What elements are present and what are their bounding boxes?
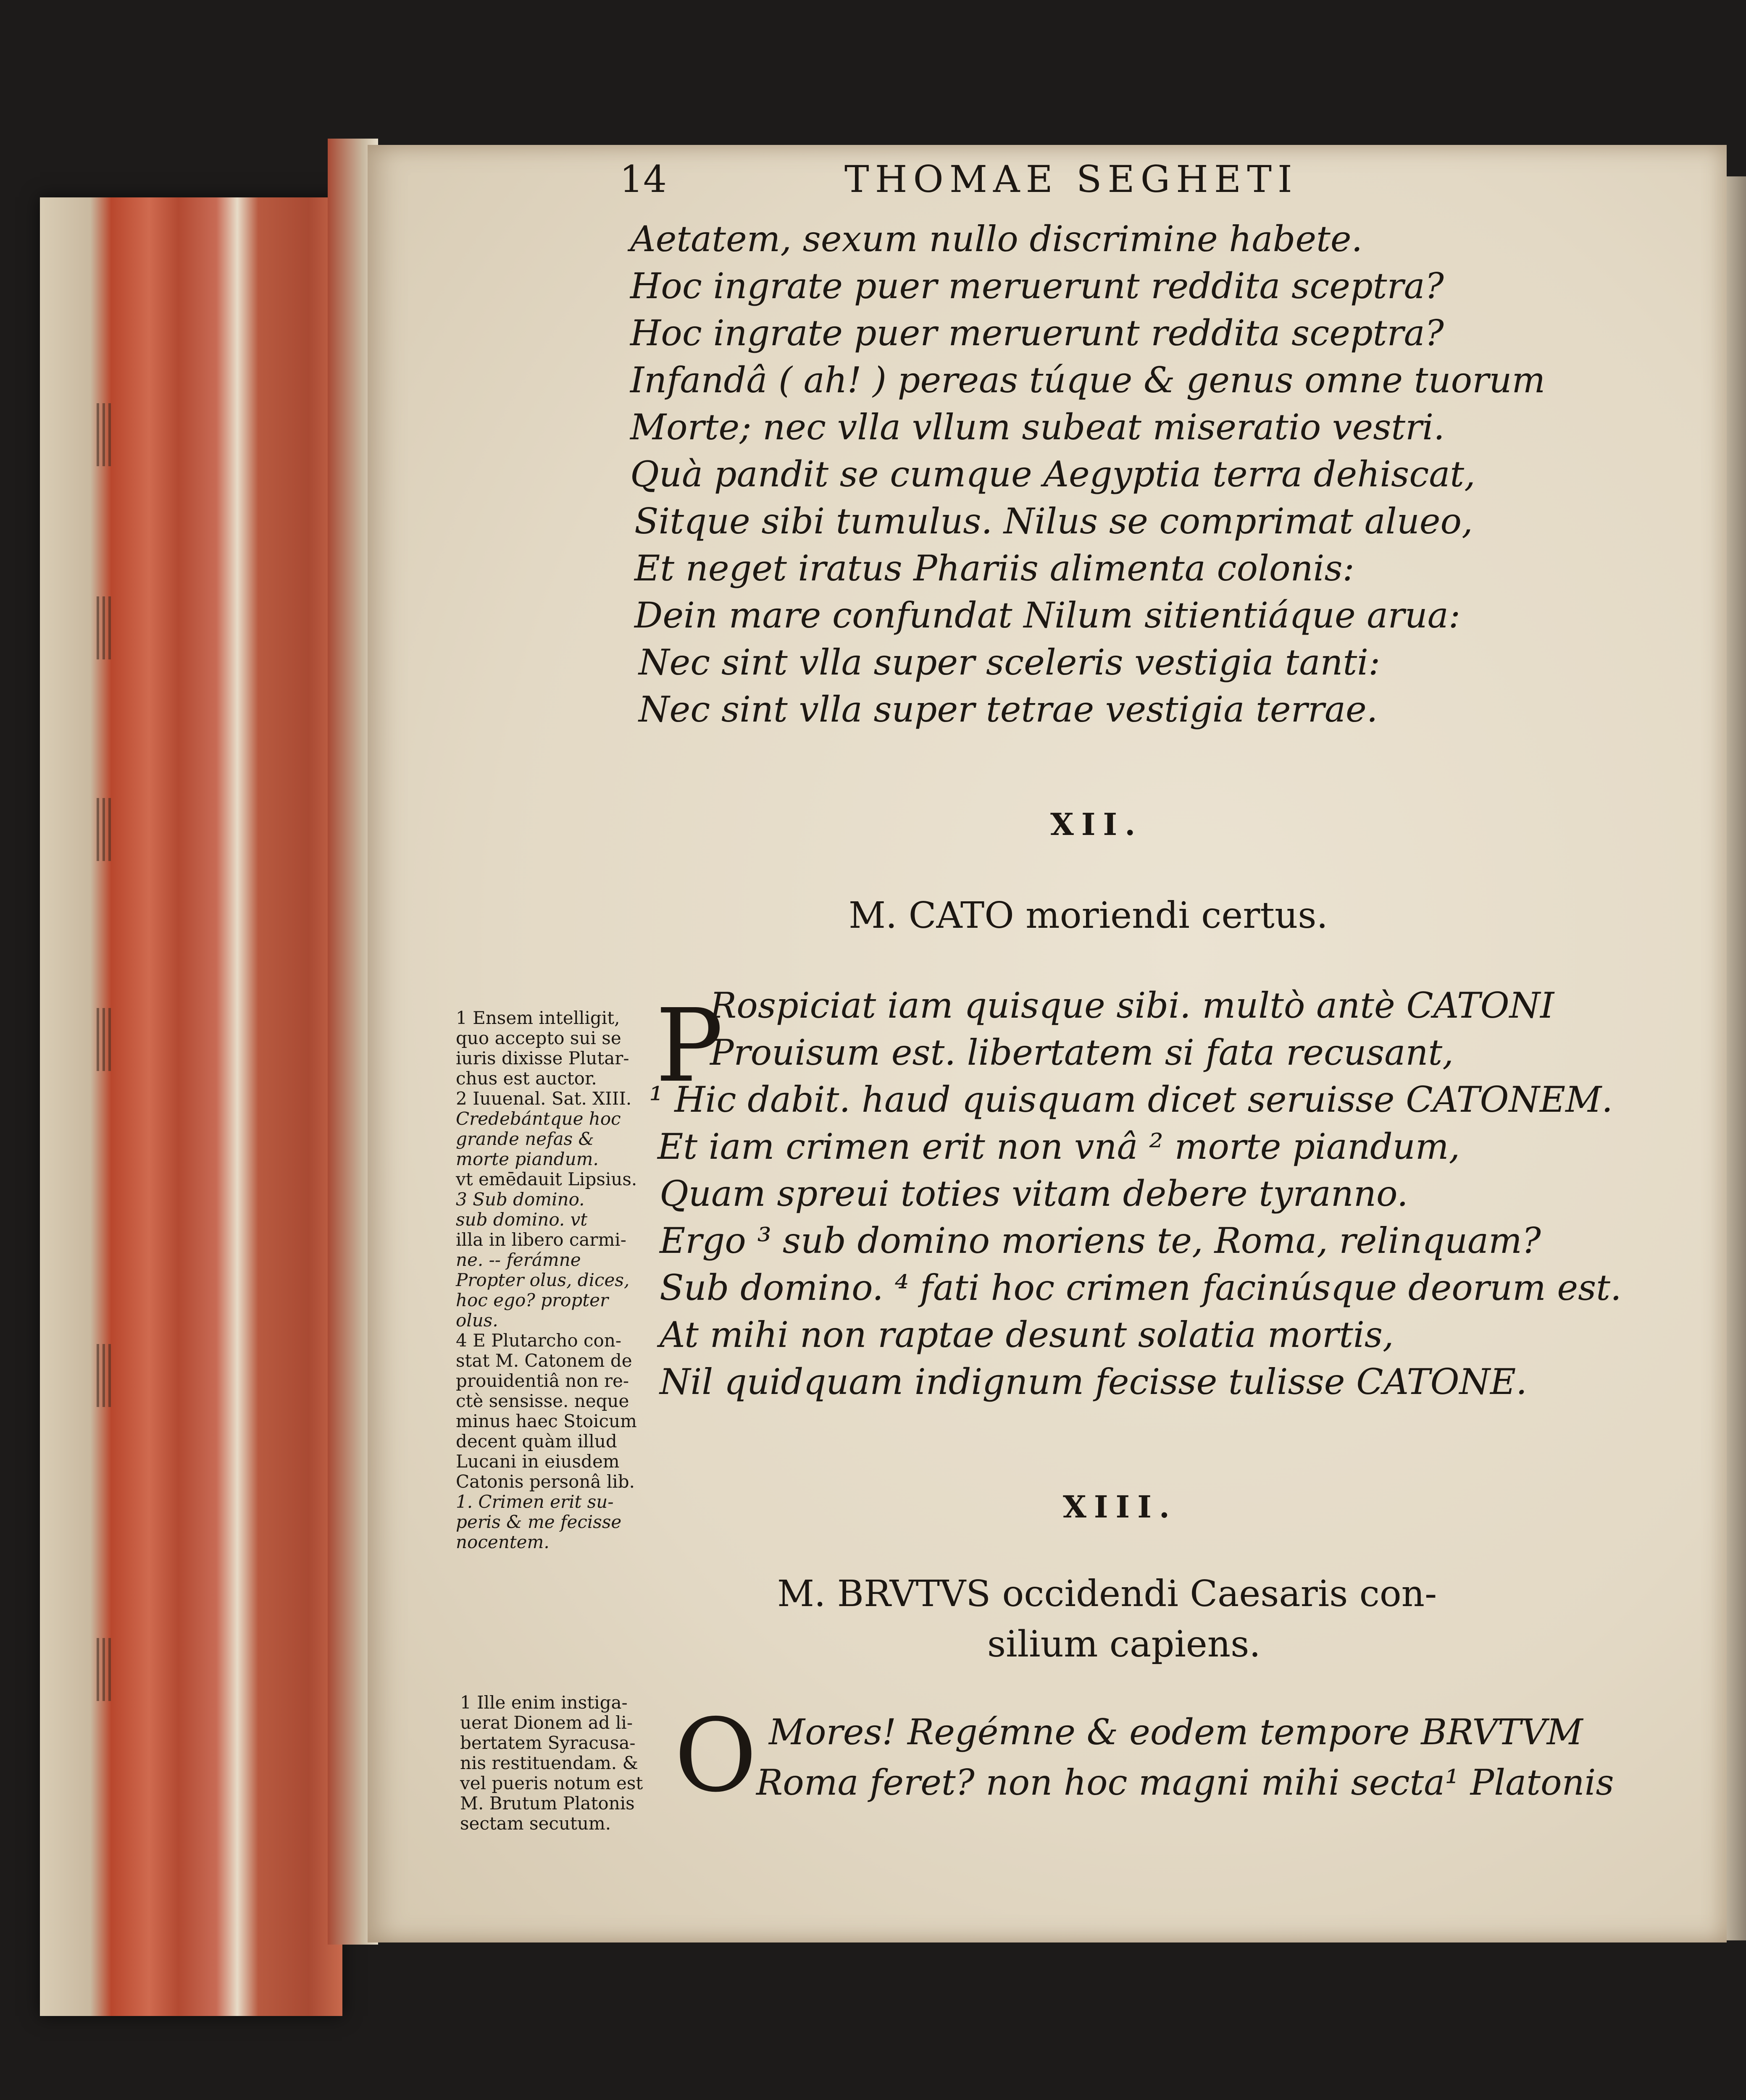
note-line: quo accepto sui se: [456, 1028, 621, 1048]
note-line: olus.: [456, 1310, 498, 1331]
book-fore-edge: [40, 197, 342, 2016]
verse-line: Prouisum est. libertatem si fata recusant,: [710, 1032, 1454, 1073]
note-line: nis restituendam. &: [460, 1753, 638, 1773]
note-line: Credebántque hoc: [456, 1108, 621, 1129]
verse-line: At mihi non raptae desunt solatia mortis,: [660, 1314, 1394, 1355]
note-line: nocentem.: [456, 1532, 550, 1552]
note-line: M. Brutum Platonis: [460, 1793, 635, 1814]
verse-line: Rospiciat iam quisque sibi. multò antè CATONI: [710, 985, 1554, 1026]
note-line: 1 Ille enim instiga-: [460, 1692, 628, 1713]
verse-line: Sitque sibi tumulus. Nilus se comprimat alueo,: [634, 501, 1473, 542]
note-line: hoc ego? propter: [456, 1290, 609, 1310]
section-title: M. BRVTVS occidendi Caesaris con-: [777, 1573, 1437, 1615]
note-line: Catonis personâ lib.: [456, 1471, 635, 1492]
note-line: 1. Crimen erit su-: [456, 1491, 614, 1512]
verse-line: Sub domino. ⁴ fati hoc crimen facinúsque deorum est.: [660, 1267, 1622, 1308]
page-number: 14: [620, 158, 667, 201]
section-title: M. CATO moriendi certus.: [849, 895, 1328, 937]
note-line: Lucani in eiusdem: [456, 1451, 620, 1472]
verse-line: ¹ Hic dabit. haud quisquam dicet seruisse CATONEM.: [649, 1079, 1613, 1120]
verse-line: Quà pandit se cumque Aegyptia terra dehiscat,: [630, 454, 1475, 495]
section-numeral: XII.: [1050, 806, 1143, 842]
verse-line: Mores! Regémne & eodem tempore BRVTVM: [769, 1712, 1583, 1753]
note-line: iuris dixisse Plutar-: [456, 1048, 629, 1068]
running-title: THOMAE SEGHETI: [844, 158, 1298, 201]
note-line: 2 Iuuenal. Sat. XIII.: [456, 1088, 632, 1109]
note-line: peris & me fecisse: [456, 1512, 622, 1532]
note-line: 3 Sub domino.: [456, 1189, 585, 1210]
verse-line: Nec sint vlla super tetrae vestigia terrae.: [639, 689, 1378, 730]
verse-line: Et neget iratus Phariis alimenta colonis:: [634, 548, 1354, 589]
note-line: uerat Dionem ad li-: [460, 1712, 633, 1733]
note-line: decent quàm illud: [456, 1431, 617, 1452]
fore-edge-marks: [97, 378, 122, 1890]
note-line: illa in libero carmi-: [456, 1229, 626, 1250]
note-line: prouidentiâ non re-: [456, 1370, 629, 1391]
verse-line: Aetatem, sexum nullo discrimine habete.: [630, 218, 1363, 260]
verse-line: Et iam crimen erit non vnâ ² morte piandum,: [657, 1126, 1460, 1167]
drop-cap: O: [674, 1697, 757, 1814]
note-line: morte piandum.: [456, 1149, 599, 1169]
verse-line: Hoc ingrate puer meruerunt reddita sceptra?: [630, 265, 1444, 307]
note-line: vel pueris notum est: [460, 1773, 643, 1793]
note-line: sectam secutum.: [460, 1813, 611, 1834]
note-line: 4 E Plutarcho con-: [456, 1330, 622, 1351]
note-line: grande nefas &: [456, 1129, 594, 1149]
verse-line: Nil quidquam indignum fecisse tulisse CATONE.: [660, 1361, 1527, 1402]
note-line: sub domino. vt: [456, 1209, 588, 1230]
verse-line: Morte; nec vlla vllum subeat miseratio vestri.: [630, 407, 1445, 448]
note-line: minus haec Stoicum: [456, 1411, 637, 1431]
section-title-continued: silium capiens.: [987, 1623, 1261, 1665]
note-line: bertatem Syracusa-: [460, 1732, 636, 1753]
verse-line: Infandâ ( ah! ) pereas túque & genus omne tuorum: [630, 360, 1546, 401]
section-numeral: XIII.: [1063, 1489, 1177, 1525]
note-line: stat M. Catonem de: [456, 1350, 632, 1371]
note-line: 1 Ensem intelligit,: [456, 1008, 620, 1028]
note-line: Propter olus, dices,: [456, 1270, 630, 1290]
marginal-notes: [456, 1008, 662, 1552]
note-line: vt emēdauit Lipsius.: [456, 1169, 637, 1189]
verse-line: Quam spreui toties vitam debere tyranno.: [660, 1173, 1408, 1214]
verse-line: Roma feret? non hoc magni mihi secta¹ Platonis: [756, 1762, 1614, 1803]
verse-line: Dein mare confundat Nilum sitientiáque arua:: [634, 595, 1461, 636]
verse-line: Nec sint vlla super sceleris vestigia tanti:: [639, 642, 1380, 683]
drop-cap: P: [655, 987, 723, 1105]
note-line: chus est auctor.: [456, 1068, 597, 1089]
note-line: ne. -- ferámne: [456, 1250, 581, 1270]
marginal-notes: [460, 1693, 666, 1834]
verse-line: Hoc ingrate puer meruerunt reddita sceptra?: [630, 312, 1444, 354]
note-line: ctè sensisse. neque: [456, 1391, 629, 1411]
verse-line: Ergo ³ sub domino moriens te, Roma, relinquam?: [660, 1220, 1541, 1261]
